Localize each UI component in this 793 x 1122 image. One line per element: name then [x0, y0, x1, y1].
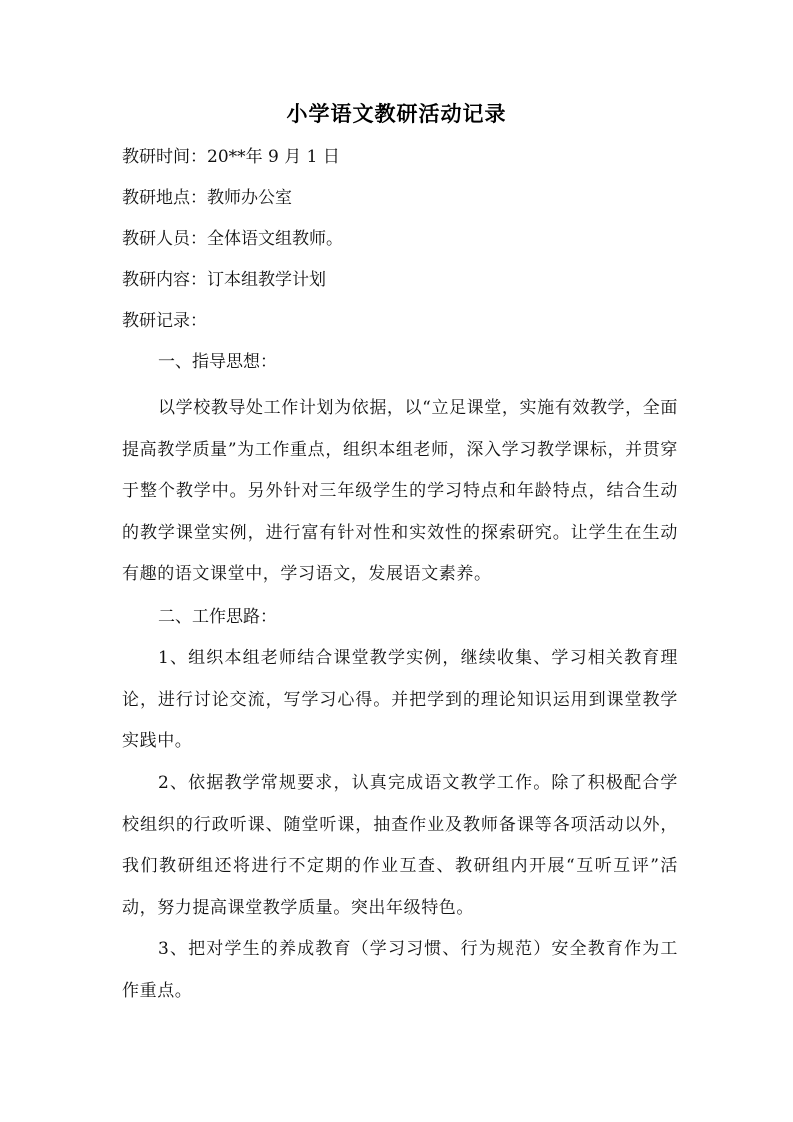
meta-people: 教研人员：全体语文组教师。 [122, 229, 343, 249]
paragraph-item-3: 3、把对学生的养成教育（学习习惯、行为规范）安全教育作为工作重点。 [122, 939, 678, 1001]
section-heading-approach: 二、工作思路： [158, 607, 277, 627]
paragraph-guiding: 以学校教导处工作计划为依据，以“立足课堂，实施有效教学，全面提高教学质量”为工作重点，组织本组老师，深入学习教学课标，并贯穿于整个教学中。另外针对三年级学生的学习特点和年龄特点，结合生动的教学课堂实例，进行富有针对性和实效性的探索研究。让学生在生动有趣的语文课堂中，学习语文，发展语文素养。 [122, 398, 678, 584]
paragraph-item-1: 1、组织本组老师结合课堂教学实例，继续收集、学习相关教育理论，进行讨论交流，写学习心得。并把学到的理论知识运用到课堂教学实践中。 [122, 648, 678, 751]
section-heading-guiding: 一、指导思想： [158, 352, 277, 372]
meta-place: 教研地点：教师办公室 [122, 188, 292, 208]
document-title: 小学语文教研活动记录 [286, 102, 507, 126]
paragraph-item-2: 2、依据教学常规要求，认真完成语文教学工作。除了积极配合学校组织的行政听课、随堂听课，抽查作业及教师备课等各项活动以外，我们教研组还将进行不定期的作业互查、教研组内开展“互听互评”活动，努力提高课堂教学质量。突出年级特色。 [122, 773, 678, 918]
meta-record: 教研记录： [122, 311, 207, 331]
meta-content: 教研内容：订本组教学计划 [122, 270, 326, 290]
meta-time: 教研时间：20**年 9 月 1 日 [122, 147, 340, 167]
approach-heading-block [122, 597, 682, 638]
meta-block [122, 137, 682, 383]
